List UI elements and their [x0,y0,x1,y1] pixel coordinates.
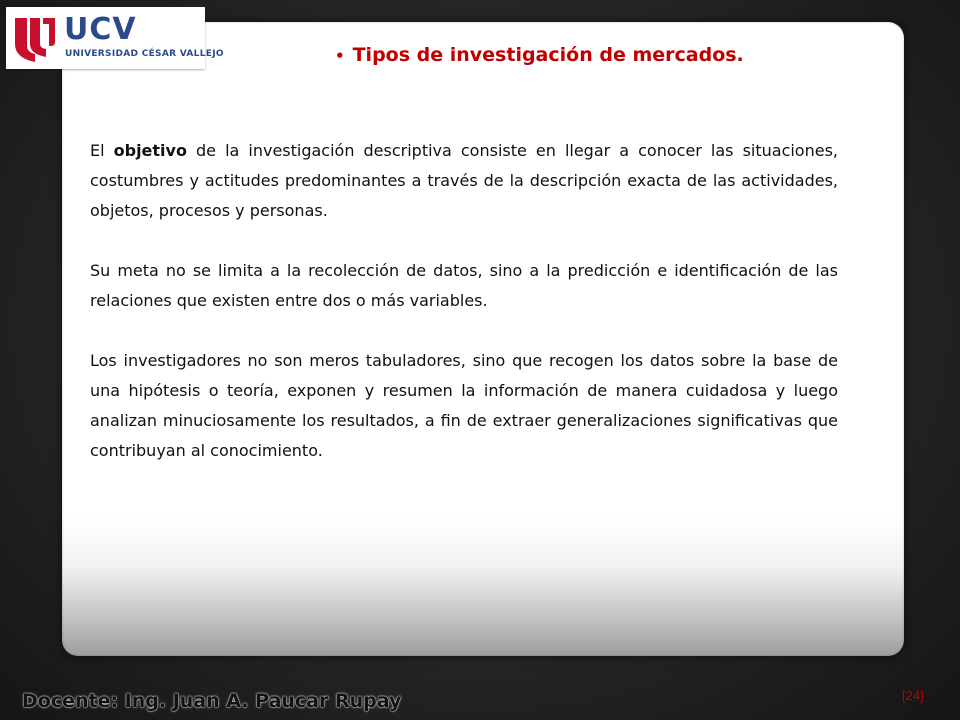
logo-subtitle: UNIVERSIDAD CÉSAR VALLEJO [65,49,224,59]
slide-title [335,44,744,66]
logo-wordmark: UCV [64,12,137,47]
slide-title-text: Tipos de investigación de mercados. [352,44,744,66]
paragraph-researchers: Los investigadores no son meros tabuladores, sino que recogen los datos sobre la base de una hipótesis o teoría, exponen y resumen la información de manera cuidadosa y luego analizan minuciosamente los resultados, a fin de extraer generalizaciones significativas que contribuyan al conocimiento. [90,351,838,460]
paragraph-objective [90,136,838,226]
ucv-emblem-icon [13,16,57,62]
paragraph-objective-start: El [90,141,114,160]
paragraph-objective-bold: objetivo [113,141,187,160]
footer-instructor: Docente: Ing. Juan A. Paucar Rupay [22,690,402,712]
page-number: [24] [902,688,924,703]
paragraph-goal: Su meta no se limita a la recolección de datos, sino a la predicción e identificación de las relaciones que existen entre dos o más variables. [90,261,838,310]
slide-body [90,136,838,496]
paragraph-objective-rest: de la investigación descriptiva consiste en llegar a conocer las situaciones, costumbres y actitudes predominantes a través de la descripción exacta de las actividades, objetos, procesos y personas. [90,141,839,220]
university-logo [6,7,224,69]
bullet-icon: • [335,47,345,65]
